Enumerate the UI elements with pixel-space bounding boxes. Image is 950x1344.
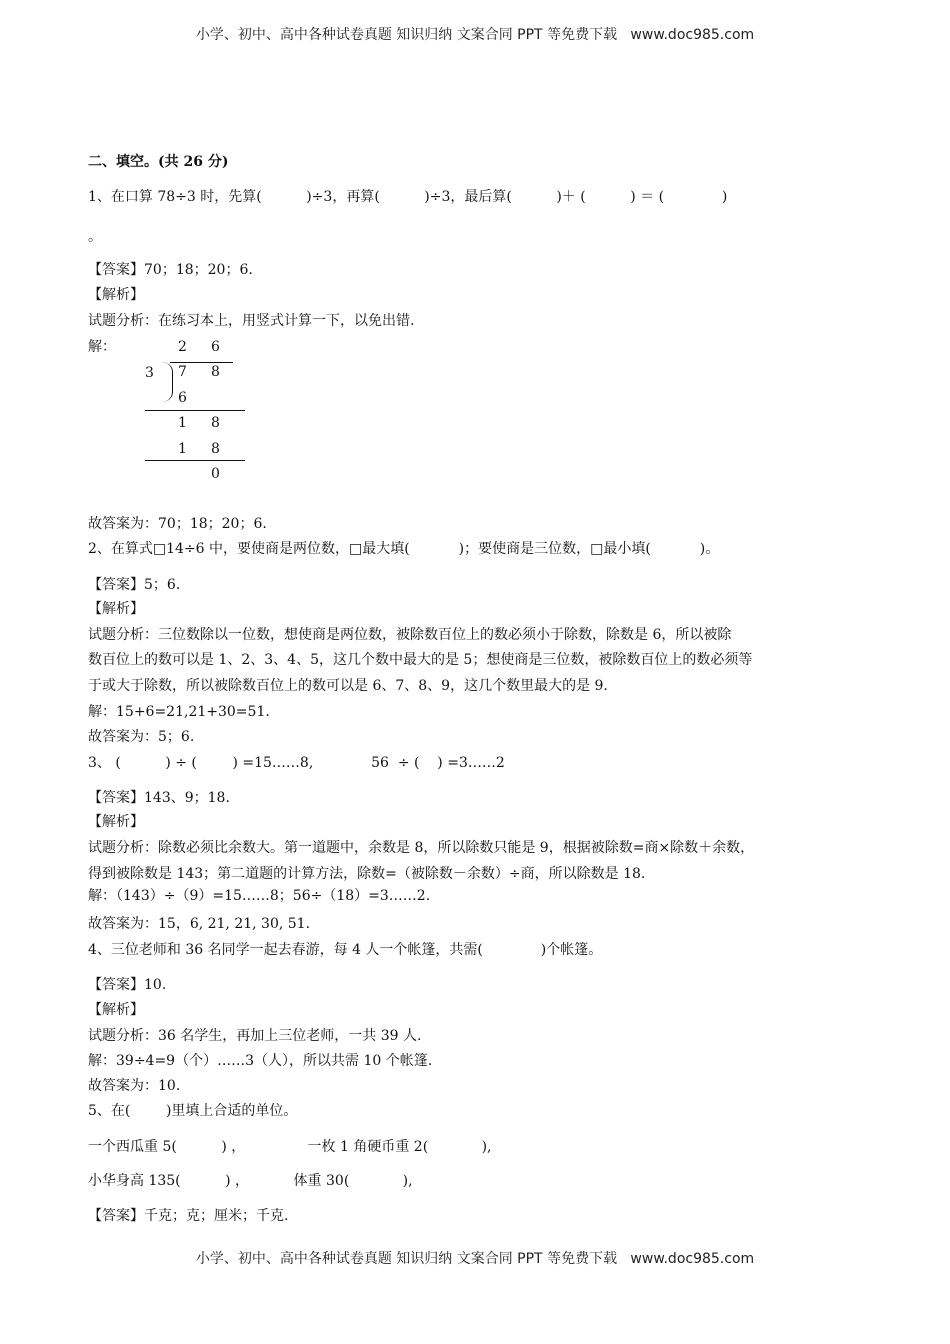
- analysis-label-4: 【解析】: [88, 1002, 144, 1018]
- division-dividend-tens: 7: [178, 364, 187, 380]
- analysis-4: 试题分析：36 名学生，再加上三位老师，一共 39 人.: [88, 1028, 422, 1044]
- analysis-label-2: 【解析】: [88, 601, 144, 617]
- page-header: 小学、初中、高中各种试卷真题 知识归纳 文案合同 PPT 等免费下载 www.doc985.com: [195, 27, 755, 43]
- division-divisor: 3: [145, 365, 154, 381]
- division-dividend-ones: 8: [211, 364, 220, 380]
- solution-3: 解：（143）÷（9）=15……8；56÷（18）=3……2.: [88, 888, 431, 904]
- section-title: 二、填空。(共 26 分): [88, 154, 229, 170]
- question-4: 4、三位老师和 36 名同学一起去春游，每 4 人一个帐篷，共需( )个帐篷。: [88, 942, 603, 958]
- analysis-label-1: 【解析】: [88, 287, 144, 303]
- question-5: 5、在( )里填上合适的单位。: [88, 1103, 298, 1119]
- answer-1: 【答案】70；18；20；6.: [88, 262, 253, 278]
- page-footer: 小学、初中、高中各种试卷真题 知识归纳 文案合同 PPT 等免费下载 www.doc985.com: [195, 1251, 755, 1267]
- question-5-row-1: 一个西瓜重 5( ) ， 一枚 1 角硬币重 2( ),: [88, 1139, 492, 1155]
- question-5-row-2: 小华身高 135( ) ， 体重 30( ),: [88, 1173, 413, 1189]
- solution-2: 解：15+6=21,21+30=51.: [88, 704, 270, 720]
- division-product-ones: 8: [211, 441, 220, 457]
- division-rule-2: [145, 460, 245, 461]
- question-3: 3、 ( ) ÷ ( ) =15……8, 56 ÷ ( ) =3……2: [88, 755, 505, 771]
- analysis-3-line-1: 试题分析：除数必须比余数大。第一道题中，余数是 8，所以除数只能是 9，根据被除数=商×除数＋余数，: [88, 840, 755, 856]
- division-subtract-1: 6: [178, 390, 187, 406]
- division-quotient-tens: 2: [178, 339, 187, 355]
- question-1-end: 。: [88, 229, 102, 245]
- final-answer-3: 故答案为：15，6, 21, 21, 30, 51.: [88, 916, 311, 932]
- final-answer-2: 故答案为：5；6.: [88, 729, 195, 745]
- final-answer-4: 故答案为：10.: [88, 1078, 181, 1094]
- analysis-3-line-2: 得到被除数是 143；第二道题的计算方法，除数=（被除数－余数）÷商，所以除数是 18.: [88, 866, 646, 882]
- division-bracket: [162, 362, 173, 402]
- division-final-remainder: 0: [211, 466, 220, 482]
- analysis-label-3: 【解析】: [88, 814, 144, 830]
- analysis-1: 试题分析：在练习本上，用竖式计算一下，以免出错.: [88, 313, 415, 329]
- division-product-tens: 1: [178, 441, 187, 457]
- analysis-2-line-1: 试题分析：三位数除以一位数，想使商是两位数，被除数百位上的数必须小于除数，除数是 6，所以被除: [88, 627, 732, 643]
- answer-4: 【答案】10.: [88, 977, 167, 993]
- division-remainder-ones: 8: [211, 415, 220, 431]
- final-answer-1: 故答案为：70；18；20；6.: [88, 516, 267, 532]
- division-remainder-tens: 1: [178, 415, 187, 431]
- answer-3: 【答案】143、9；18.: [88, 790, 230, 806]
- division-quotient-ones: 6: [211, 339, 220, 355]
- solution-label-1: 解：: [88, 339, 116, 355]
- analysis-2-line-3: 于或大于除数，所以被除数百位上的数可以是 6、7、8、9，这几个数里最大的是 9.: [88, 678, 608, 694]
- question-2: 2、在算式□14÷6 中，要使商是两位数，□最大填( )；要使商是三位数，□最小填( )。: [88, 541, 720, 557]
- answer-2: 【答案】5；6.: [88, 577, 181, 593]
- solution-4: 解：39÷4=9（个）……3（人），所以共需 10 个帐篷.: [88, 1053, 433, 1069]
- question-1: 1、在口算 78÷3 时，先算( )÷3，再算( )÷3，最后算( )＋ ( ) ＝ ( ): [88, 189, 728, 205]
- division-rule-1: [145, 410, 245, 411]
- answer-5: 【答案】千克；克；厘米；千克.: [88, 1208, 289, 1224]
- analysis-2-line-2: 数百位上的数可以是 1、2、3、4、5，这几个数中最大的是 5；想使商是三位数，被除数百位上的数必须等: [88, 652, 753, 668]
